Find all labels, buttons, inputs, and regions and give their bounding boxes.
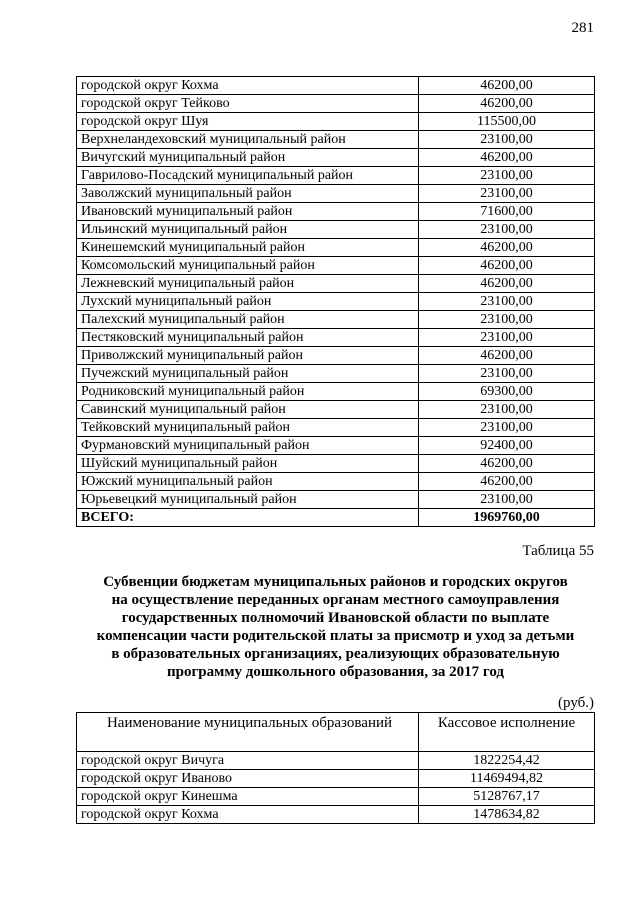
row-value: 92400,00 (419, 437, 595, 455)
table-row (77, 806, 595, 824)
row-value: 23100,00 (419, 293, 595, 311)
table-row (77, 275, 595, 293)
row-value: 69300,00 (419, 383, 595, 401)
row-value: 23100,00 (419, 185, 595, 203)
row-value: 46200,00 (419, 149, 595, 167)
row-name: Приволжский муниципальный район (77, 347, 419, 365)
table-row (77, 131, 595, 149)
row-value: 23100,00 (419, 491, 595, 509)
row-name: городской округ Шуя (77, 113, 419, 131)
row-value: 46200,00 (419, 257, 595, 275)
table-row (77, 437, 595, 455)
table-header-row (77, 713, 595, 752)
row-value: 46200,00 (419, 77, 595, 95)
title-line: программу дошкольного образования, за 2017 год (166, 664, 505, 680)
row-name: Тейковский муниципальный район (77, 419, 419, 437)
table-row (77, 491, 595, 509)
table-row (77, 167, 595, 185)
table-row (77, 770, 595, 788)
row-value: 23100,00 (419, 311, 595, 329)
table-row (77, 455, 595, 473)
row-name: городской округ Кохма (77, 806, 419, 824)
table-row (77, 203, 595, 221)
row-value: 1478634,82 (419, 806, 595, 824)
row-value: 23100,00 (419, 167, 595, 185)
row-name: городской округ Иваново (77, 770, 419, 788)
title-line: компенсации части родительской платы за присмотр и уход за детьми (96, 628, 575, 644)
title-line: в образовательных организациях, реализующих образовательную (111, 646, 560, 662)
row-name: Шуйский муниципальный район (77, 455, 419, 473)
row-value: 1822254,42 (419, 752, 595, 770)
table-row (77, 239, 595, 257)
row-name: Пестяковский муниципальный район (77, 329, 419, 347)
row-name: Юрьевецкий муниципальный район (77, 491, 419, 509)
row-value: 11469494,82 (419, 770, 595, 788)
row-value: 46200,00 (419, 239, 595, 257)
row-name: Комсомольский муниципальный район (77, 257, 419, 275)
table-row (77, 293, 595, 311)
title-line: Субвенции бюджетам муниципальных районов и городских округов (103, 574, 568, 590)
row-value: 46200,00 (419, 275, 595, 293)
row-value: 46200,00 (419, 473, 595, 491)
table-row (77, 365, 595, 383)
row-name: городской округ Вичуга (77, 752, 419, 770)
table-row (77, 77, 595, 95)
row-name: Заволжский муниципальный район (77, 185, 419, 203)
row-value: 23100,00 (419, 221, 595, 239)
row-name: Фурмановский муниципальный район (77, 437, 419, 455)
table-row (77, 347, 595, 365)
row-name: Палехский муниципальный район (77, 311, 419, 329)
table-row (77, 95, 595, 113)
row-name: ВСЕГО: (77, 509, 419, 527)
row-name: Лухский муниципальный район (77, 293, 419, 311)
table-row (77, 383, 595, 401)
row-name: Южский муниципальный район (77, 473, 419, 491)
table-row (77, 419, 595, 437)
column-header-value: Кассовое исполнение (419, 713, 595, 752)
table-row (77, 311, 595, 329)
row-name: городской округ Кинешма (77, 788, 419, 806)
table-row (77, 509, 595, 527)
row-value: 23100,00 (419, 419, 595, 437)
title-line: на осуществление переданных органам местного самоуправления (111, 592, 560, 608)
table-row (77, 185, 595, 203)
row-value: 46200,00 (419, 95, 595, 113)
page-number: 281 (571, 20, 594, 36)
table-label: Таблица 55 (522, 543, 594, 559)
subsidy-table-continued (76, 76, 595, 527)
row-name: Гаврилово-Посадский муниципальный район (77, 167, 419, 185)
currency-unit: (руб.) (558, 695, 594, 711)
table-row (77, 788, 595, 806)
row-value: 23100,00 (419, 131, 595, 149)
row-name: городской округ Кохма (77, 77, 419, 95)
row-value: 1969760,00 (419, 509, 595, 527)
table-row (77, 257, 595, 275)
row-name: Ильинский муниципальный район (77, 221, 419, 239)
row-value: 46200,00 (419, 455, 595, 473)
column-header-name: Наименование муниципальных образований (77, 713, 419, 752)
row-value: 46200,00 (419, 347, 595, 365)
row-name: Кинешемский муниципальный район (77, 239, 419, 257)
row-name: городской округ Тейково (77, 95, 419, 113)
row-value: 23100,00 (419, 401, 595, 419)
row-name: Верхнеландеховский муниципальный район (77, 131, 419, 149)
row-name: Савинский муниципальный район (77, 401, 419, 419)
row-name: Вичугский муниципальный район (77, 149, 419, 167)
title-line: государственных полномочий Ивановской области по выплате (121, 610, 550, 626)
table-row (77, 149, 595, 167)
row-value: 23100,00 (419, 365, 595, 383)
table-row (77, 329, 595, 347)
table-row (77, 113, 595, 131)
row-name: Ивановский муниципальный район (77, 203, 419, 221)
row-name: Лежневский муниципальный район (77, 275, 419, 293)
table-title (76, 573, 595, 681)
table-row (77, 401, 595, 419)
row-value: 115500,00 (419, 113, 595, 131)
table-row (77, 752, 595, 770)
table-row (77, 473, 595, 491)
row-name: Родниковский муниципальный район (77, 383, 419, 401)
row-value: 23100,00 (419, 329, 595, 347)
row-value: 5128767,17 (419, 788, 595, 806)
table-row (77, 221, 595, 239)
table-55 (76, 712, 595, 824)
row-value: 71600,00 (419, 203, 595, 221)
row-name: Пучежский муниципальный район (77, 365, 419, 383)
